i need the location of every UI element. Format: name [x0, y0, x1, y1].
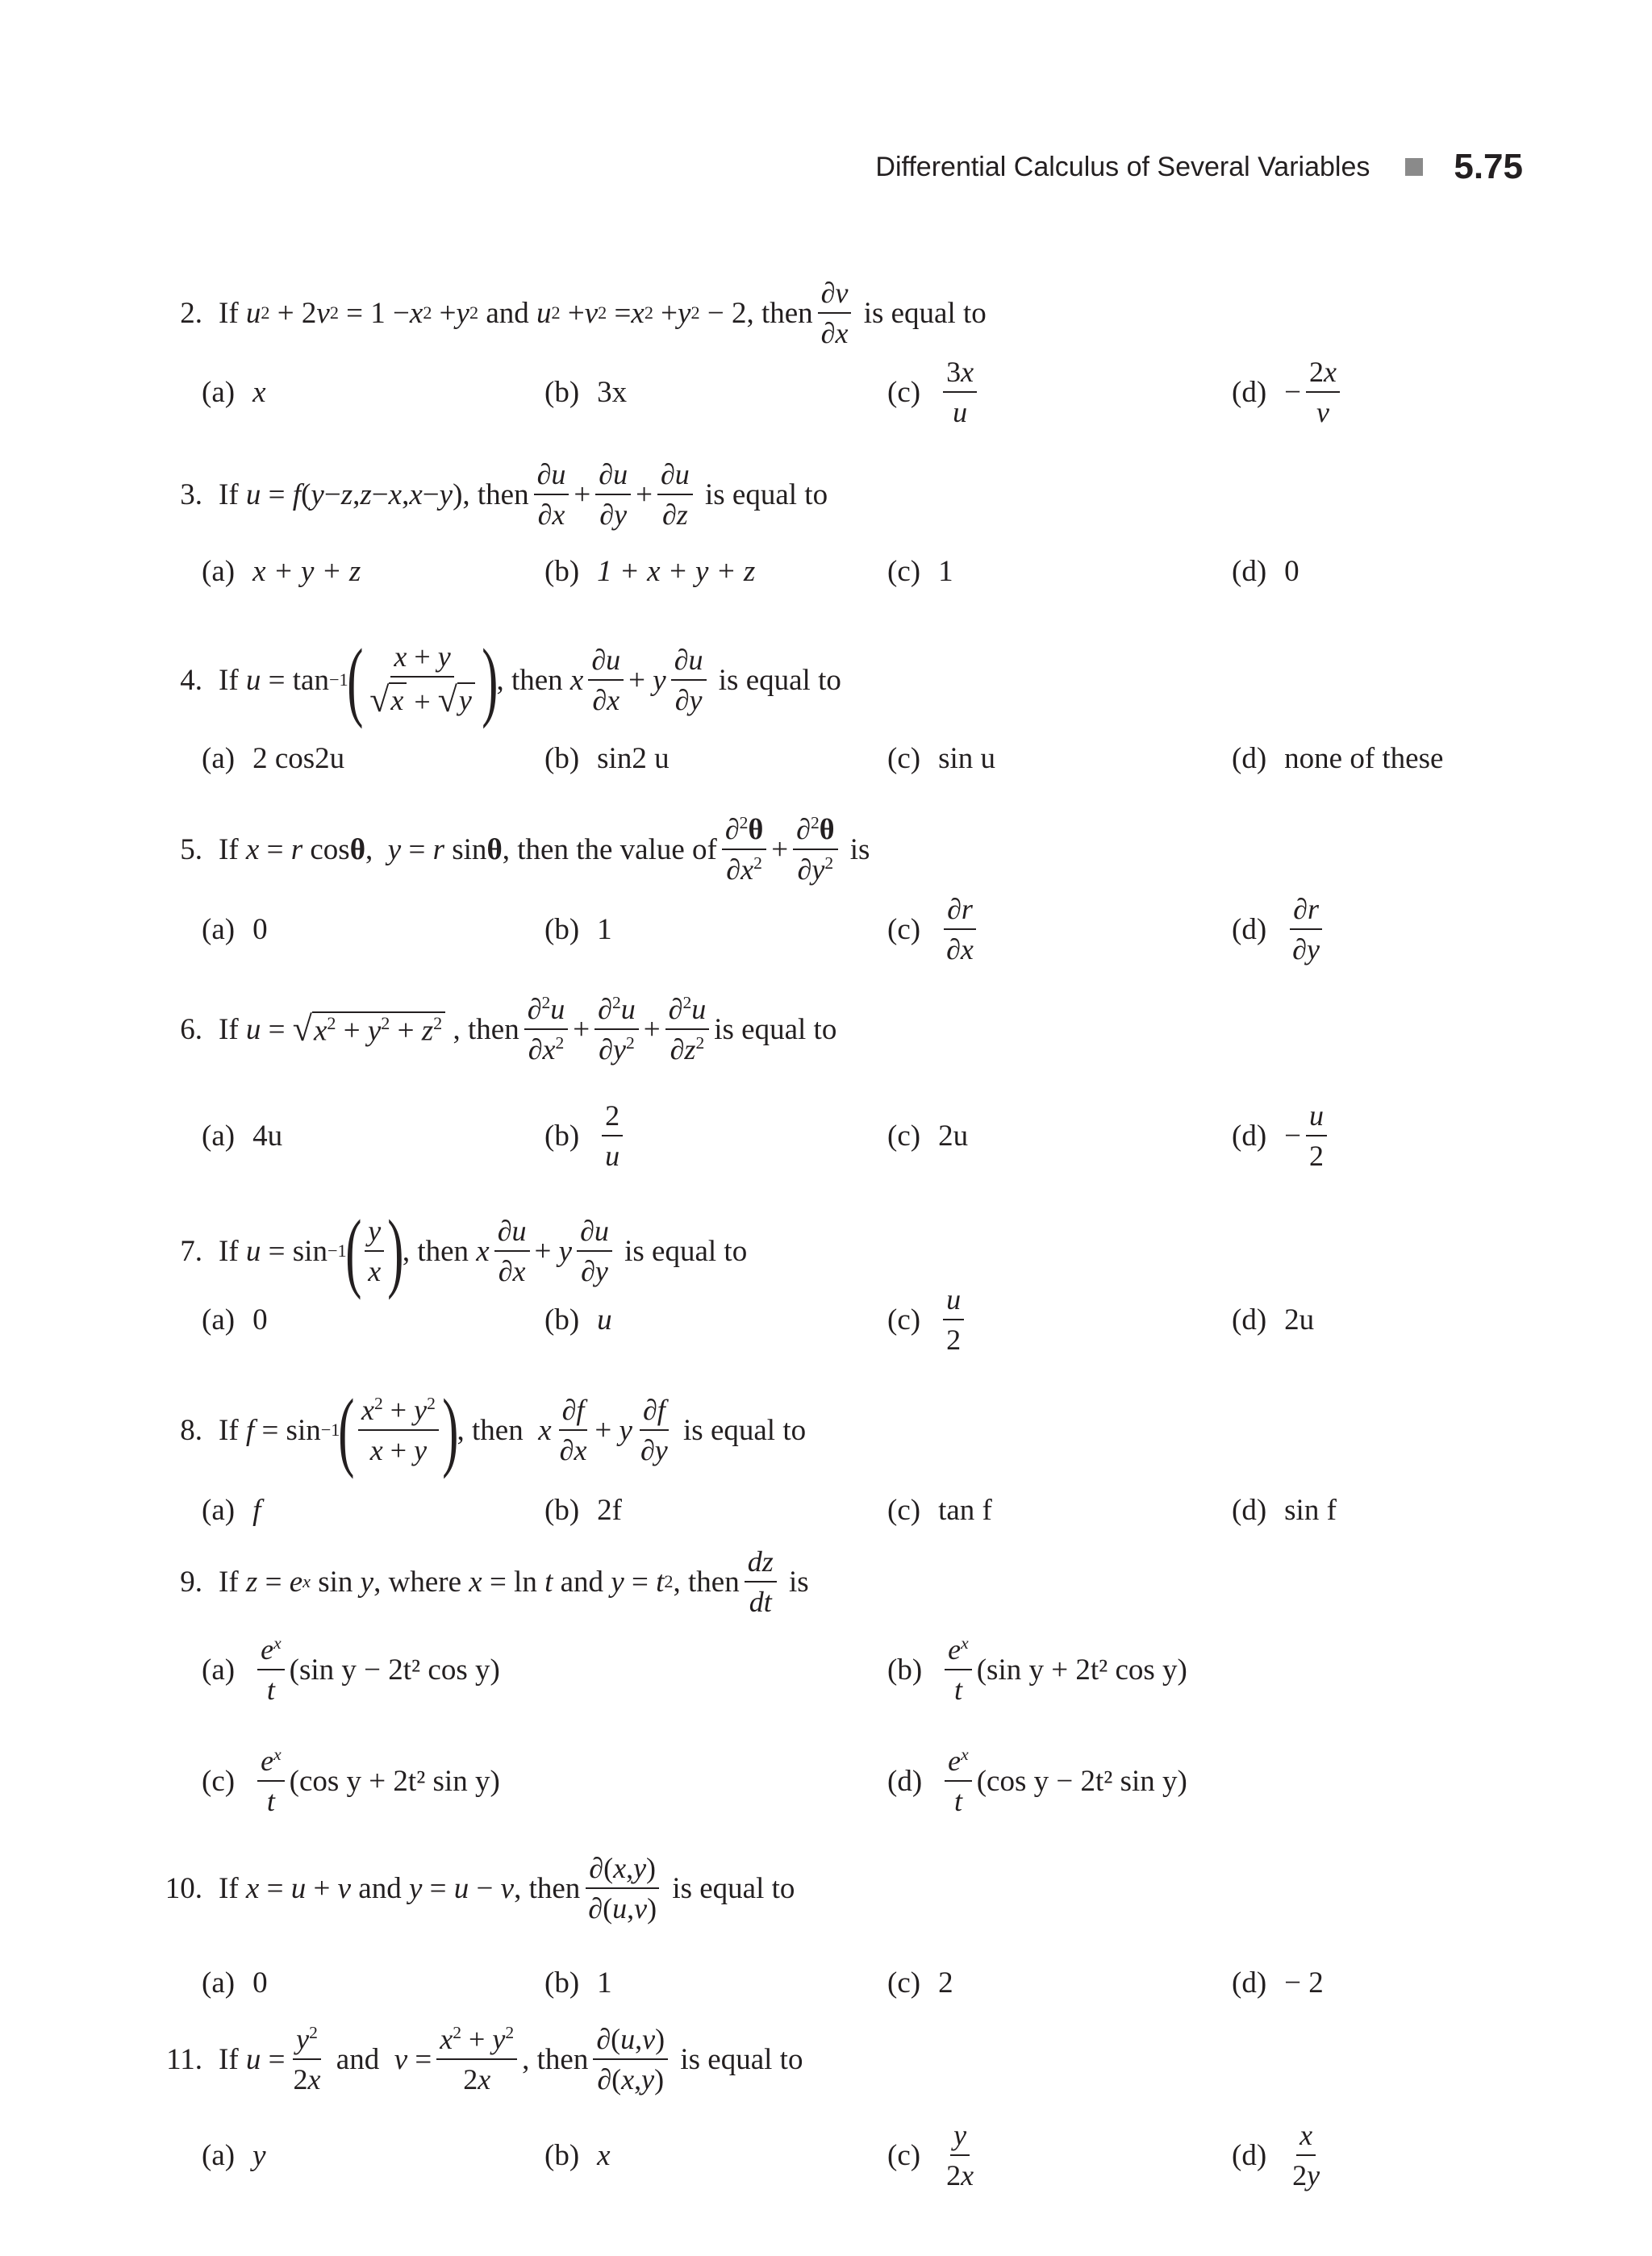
question-9 — [157, 1547, 1529, 1616]
option-d[interactable]: (d) $\frac{e^x}{t}$ (cos y − 2t² sin y) — [887, 1745, 1187, 1817]
question-number: 3. — [180, 477, 202, 511]
option-d[interactable]: (d) sin f — [1232, 1493, 1337, 1527]
question-text: If u = √ $x^2 + y^2 + z^2$ , then $\frac{\partial^2u}{\partial x^2}$ + $\frac{\partial^2u}{\partial y^2}$ + $\frac{\partial^2u}{\partial z^2}$ is equal to — [219, 993, 837, 1065]
question-text: If u 2 + 2 v 2 = 1 − x 2 + y 2 and u 2 + v 2 = x 2 + y 2 − 2, then $\frac{\partial v}{\partial x}$ is equal to — [219, 277, 987, 349]
option-c[interactable]: (c) $\frac{e^x}{t}$ (cos y + 2t² sin y) — [202, 1745, 500, 1817]
option-c[interactable]: (c) $\frac{\partial r}{\partial x}$ — [887, 897, 982, 961]
question-text: If u = tan −1 ( x + y √ x + √ y ) , then x $\frac{\partial u}{\partial x}$ + y $\frac{\partial u}{\partial y}$ is equal to — [219, 631, 841, 729]
question-7 — [157, 1202, 1529, 1300]
header-square-icon — [1405, 158, 1423, 176]
option-a[interactable]: (a) 0 — [202, 1303, 268, 1337]
option-d[interactable]: (d) − $\frac{u}{2}$ — [1232, 1103, 1332, 1168]
option-c[interactable]: (c) $\frac{y}{2x}$ — [887, 2119, 974, 2191]
option-c[interactable]: (c) 2u — [887, 1119, 969, 1153]
option-c[interactable]: (c) 2 — [887, 1966, 953, 2000]
question-number: 11. — [166, 2042, 202, 2076]
header-title: Differential Calculus of Several Variables — [875, 151, 1370, 182]
page-number: 5.75 — [1454, 147, 1523, 186]
option-d[interactable]: (d) $\frac{x}{2y}$ — [1232, 2119, 1320, 2191]
option-c[interactable]: (c) $\frac{u}{2}$ — [887, 1287, 969, 1352]
question-number: 9. — [180, 1565, 202, 1599]
question-text: If z = e x sin y , where x = ln t and y = t 2 , then $\frac{dz}{dt}$ is — [219, 1545, 809, 1618]
question-number: 10. — [165, 1871, 202, 1905]
option-d[interactable]: (d) 0 — [1232, 554, 1299, 588]
question-number: 8. — [180, 1413, 202, 1447]
options-9-row-1 — [202, 1633, 1573, 1706]
option-a[interactable]: (a) x + y + z — [202, 554, 361, 588]
options-10 — [202, 1950, 1573, 2015]
page-header — [875, 147, 1523, 187]
question-8 — [157, 1381, 1529, 1479]
option-b[interactable]: (b) 1 — [544, 912, 612, 946]
option-b[interactable]: (b) $\frac{2}{u}$ — [544, 1103, 628, 1168]
option-a[interactable]: (a) f — [202, 1493, 261, 1527]
options-11 — [202, 2119, 1573, 2191]
question-text: If u = $\frac{y^2}{2x}$ and v = $\frac{x^2 + y^2}{2x}$ , then $\frac{\partial(u,v)}{\partial(x,y)}$ is equal to — [219, 2023, 803, 2095]
option-a[interactable]: (a) 4u — [202, 1119, 283, 1153]
option-c[interactable]: (c) $\frac{3x}{u}$ — [887, 360, 982, 424]
options-7 — [202, 1283, 1573, 1356]
question-text: If x = r cos θ , y = r sin θ , then the value of $\frac{\partial^2\theta}{\partial x^2}$ + $\frac{\partial^2\theta}{\partial y^2}$ is — [219, 813, 870, 886]
question-number: 7. — [180, 1234, 202, 1268]
option-a[interactable]: (a) x — [202, 375, 266, 409]
option-a[interactable]: (a) $\frac{e^x}{t}$ (sin y − 2t² cos y) — [202, 1633, 500, 1706]
options-3 — [202, 539, 1573, 603]
option-b[interactable]: (b) x — [544, 2138, 611, 2172]
option-d[interactable]: (d) none of these — [1232, 741, 1444, 775]
option-d[interactable]: (d) − $\frac{2x}{v}$ — [1232, 360, 1345, 424]
question-number: 5. — [180, 832, 202, 866]
option-a[interactable]: (a) 0 — [202, 912, 268, 946]
question-text: If u = f ( y − z , z − x , x − y ), then $\frac{\partial u}{\partial x}$ + $\frac{\partial u}{\partial y}$ + $\frac{\partial u}{\partial z}$ is equal to — [219, 458, 828, 531]
option-b[interactable]: (b) u — [544, 1303, 612, 1337]
option-b[interactable]: (b) $\frac{e^x}{t}$ (sin y + 2t² cos y) — [887, 1633, 1187, 1706]
question-10 — [157, 1854, 1529, 1923]
question-3 — [157, 460, 1529, 529]
option-b[interactable]: (b) 1 + x + y + z — [544, 554, 756, 588]
question-11 — [157, 2025, 1529, 2094]
option-b[interactable]: (b) 3x — [544, 375, 628, 409]
option-b[interactable]: (b) sin2 u — [544, 741, 670, 775]
option-c[interactable]: (c) tan f — [887, 1493, 992, 1527]
question-number: 2. — [180, 296, 202, 330]
option-d[interactable]: (d) − 2 — [1232, 1966, 1324, 2000]
question-2 — [157, 278, 1529, 348]
options-2 — [202, 356, 1573, 428]
options-8 — [202, 1478, 1573, 1542]
option-c[interactable]: (c) sin u — [887, 741, 996, 775]
options-4 — [202, 726, 1573, 790]
option-d[interactable]: (d) 2u — [1232, 1303, 1315, 1337]
option-a[interactable]: (a) 2 cos2u — [202, 741, 345, 775]
question-6 — [157, 995, 1529, 1064]
option-b[interactable]: (b) 1 — [544, 1966, 612, 2000]
question-4 — [157, 631, 1529, 729]
options-5 — [202, 893, 1573, 965]
option-d[interactable]: (d) $\frac{\partial r}{\partial y}$ — [1232, 897, 1328, 961]
option-a[interactable]: (a) 0 — [202, 1966, 268, 2000]
option-a[interactable]: (a) y — [202, 2138, 266, 2172]
question-number: 4. — [180, 663, 202, 697]
question-text: If u = sin −1 ( $\frac{y}{x}$ ) , then x $\frac{\partial u}{\partial x}$ + y $\frac{\partial u}{\partial y}$ is equal to — [219, 1202, 748, 1300]
question-text: If f = sin −1 ( $\frac{x^2 + y^2}{x + y}$ ) , then x $\frac{\partial f}{\partial x}$ + y $\frac{\partial f}{\partial y}$ is equal to — [219, 1381, 807, 1479]
option-c[interactable]: (c) 1 — [887, 554, 953, 588]
question-5 — [157, 815, 1529, 884]
question-text: If x = u + v and y = u − v , then $\frac{\partial(x,y)}{\partial(u,v)}$ is equal to — [219, 1852, 795, 1924]
options-6 — [202, 1099, 1573, 1172]
question-number: 6. — [180, 1012, 202, 1046]
option-b[interactable]: (b) 2f — [544, 1493, 622, 1527]
options-9-row-2 — [202, 1745, 1573, 1817]
